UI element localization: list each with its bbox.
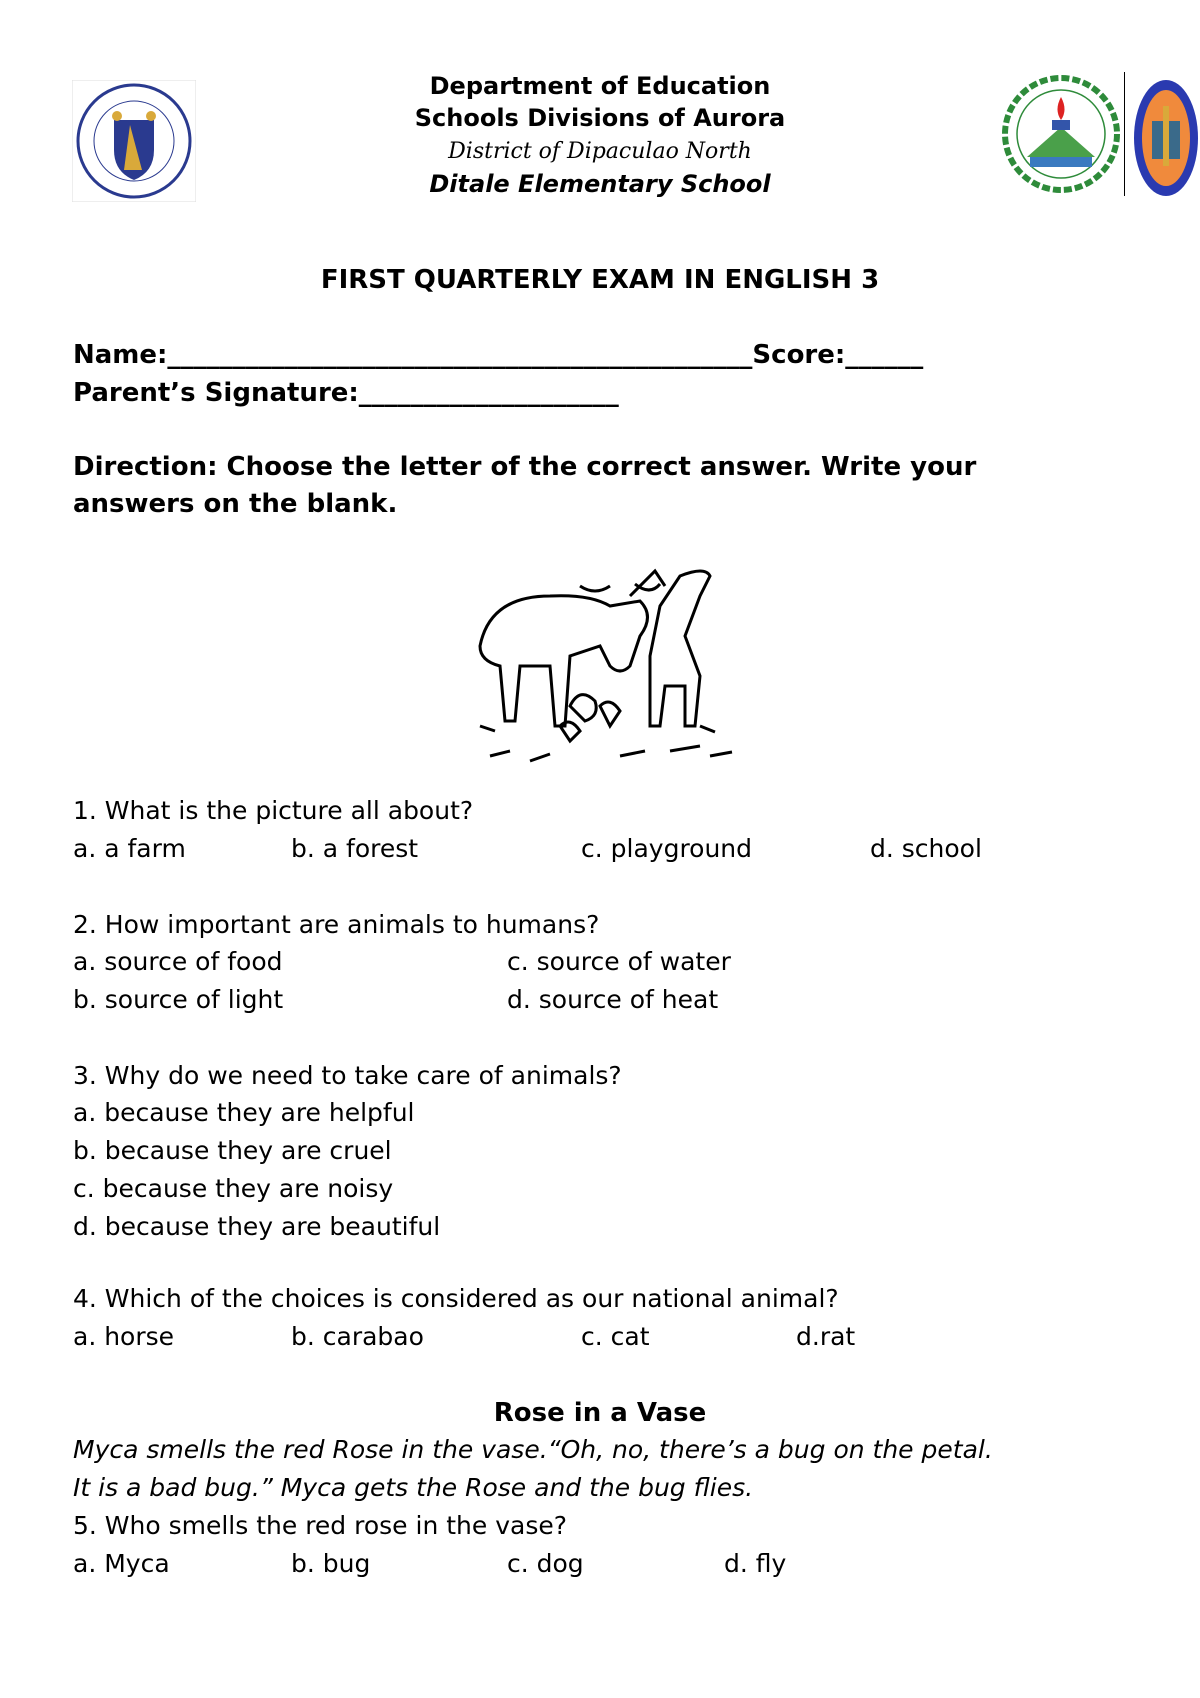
q1-option-d: d. school: [870, 834, 982, 863]
story-title: Rose in a Vase: [493, 1398, 707, 1428]
question-3: 3. Why do we need to take care of animals?: [73, 1061, 622, 1090]
q1-option-b: b. a forest: [291, 834, 419, 863]
header-department: Department of Education: [429, 72, 771, 100]
name-score-field[interactable]: Name:_____________________________________________Score:______: [73, 340, 924, 370]
q3-option-d: d. because they are beautiful: [73, 1212, 441, 1241]
header-district: District of Dipaculao North: [448, 139, 752, 164]
q5-option-a: a. Myca: [73, 1549, 170, 1578]
direction-line-1: Direction: Choose the letter of the correct answer. Write your: [73, 452, 977, 482]
q2-option-a: a. source of food: [73, 947, 283, 976]
q5-option-c: c. dog: [507, 1549, 584, 1578]
q3-option-a: a. because they are helpful: [73, 1098, 415, 1127]
q3-option-c: c. because they are noisy: [73, 1174, 394, 1203]
q2-option-d: d. source of heat: [507, 985, 719, 1014]
q5-option-d: d. fly: [724, 1549, 787, 1578]
parent-signature-field[interactable]: Parent’s Signature:____________________: [73, 378, 619, 408]
header-division: Schools Divisions of Aurora: [414, 104, 786, 132]
school-seal-logo: [1002, 72, 1120, 196]
q4-option-c: c. cat: [581, 1322, 650, 1351]
q4-option-b: b. carabao: [291, 1322, 424, 1351]
farm-animals-illustration: [470, 556, 740, 768]
question-5: 5. Who smells the red rose in the vase?: [73, 1511, 568, 1540]
story-line-2: It is a bad bug.” Myca gets the Rose and the bug flies.: [73, 1473, 754, 1502]
q4-option-d: d.rat: [796, 1322, 856, 1351]
question-1: 1. What is the picture all about?: [73, 796, 474, 825]
q4-option-a: a. horse: [73, 1322, 175, 1351]
logo-divider: [1124, 72, 1125, 196]
q5-option-b: b. bug: [291, 1549, 371, 1578]
story-line-1: Myca smells the red Rose in the vase.“Oh, no, there’s a bug on the petal.: [73, 1435, 993, 1464]
q1-option-c: c. playground: [581, 834, 753, 863]
q1-option-a: a. a farm: [73, 834, 186, 863]
elementary-school-logo: [1126, 76, 1198, 200]
exam-title: FIRST QUARTERLY EXAM IN ENGLISH 3: [320, 265, 880, 295]
header-school: Ditale Elementary School: [429, 170, 771, 198]
q2-option-b: b. source of light: [73, 985, 284, 1014]
direction-line-2: answers on the blank.: [73, 489, 398, 519]
question-4: 4. Which of the choices is considered as our national animal?: [73, 1284, 839, 1313]
q3-option-b: b. because they are cruel: [73, 1136, 392, 1165]
q2-option-c: c. source of water: [507, 947, 731, 976]
question-2: 2. How important are animals to humans?: [73, 910, 600, 939]
